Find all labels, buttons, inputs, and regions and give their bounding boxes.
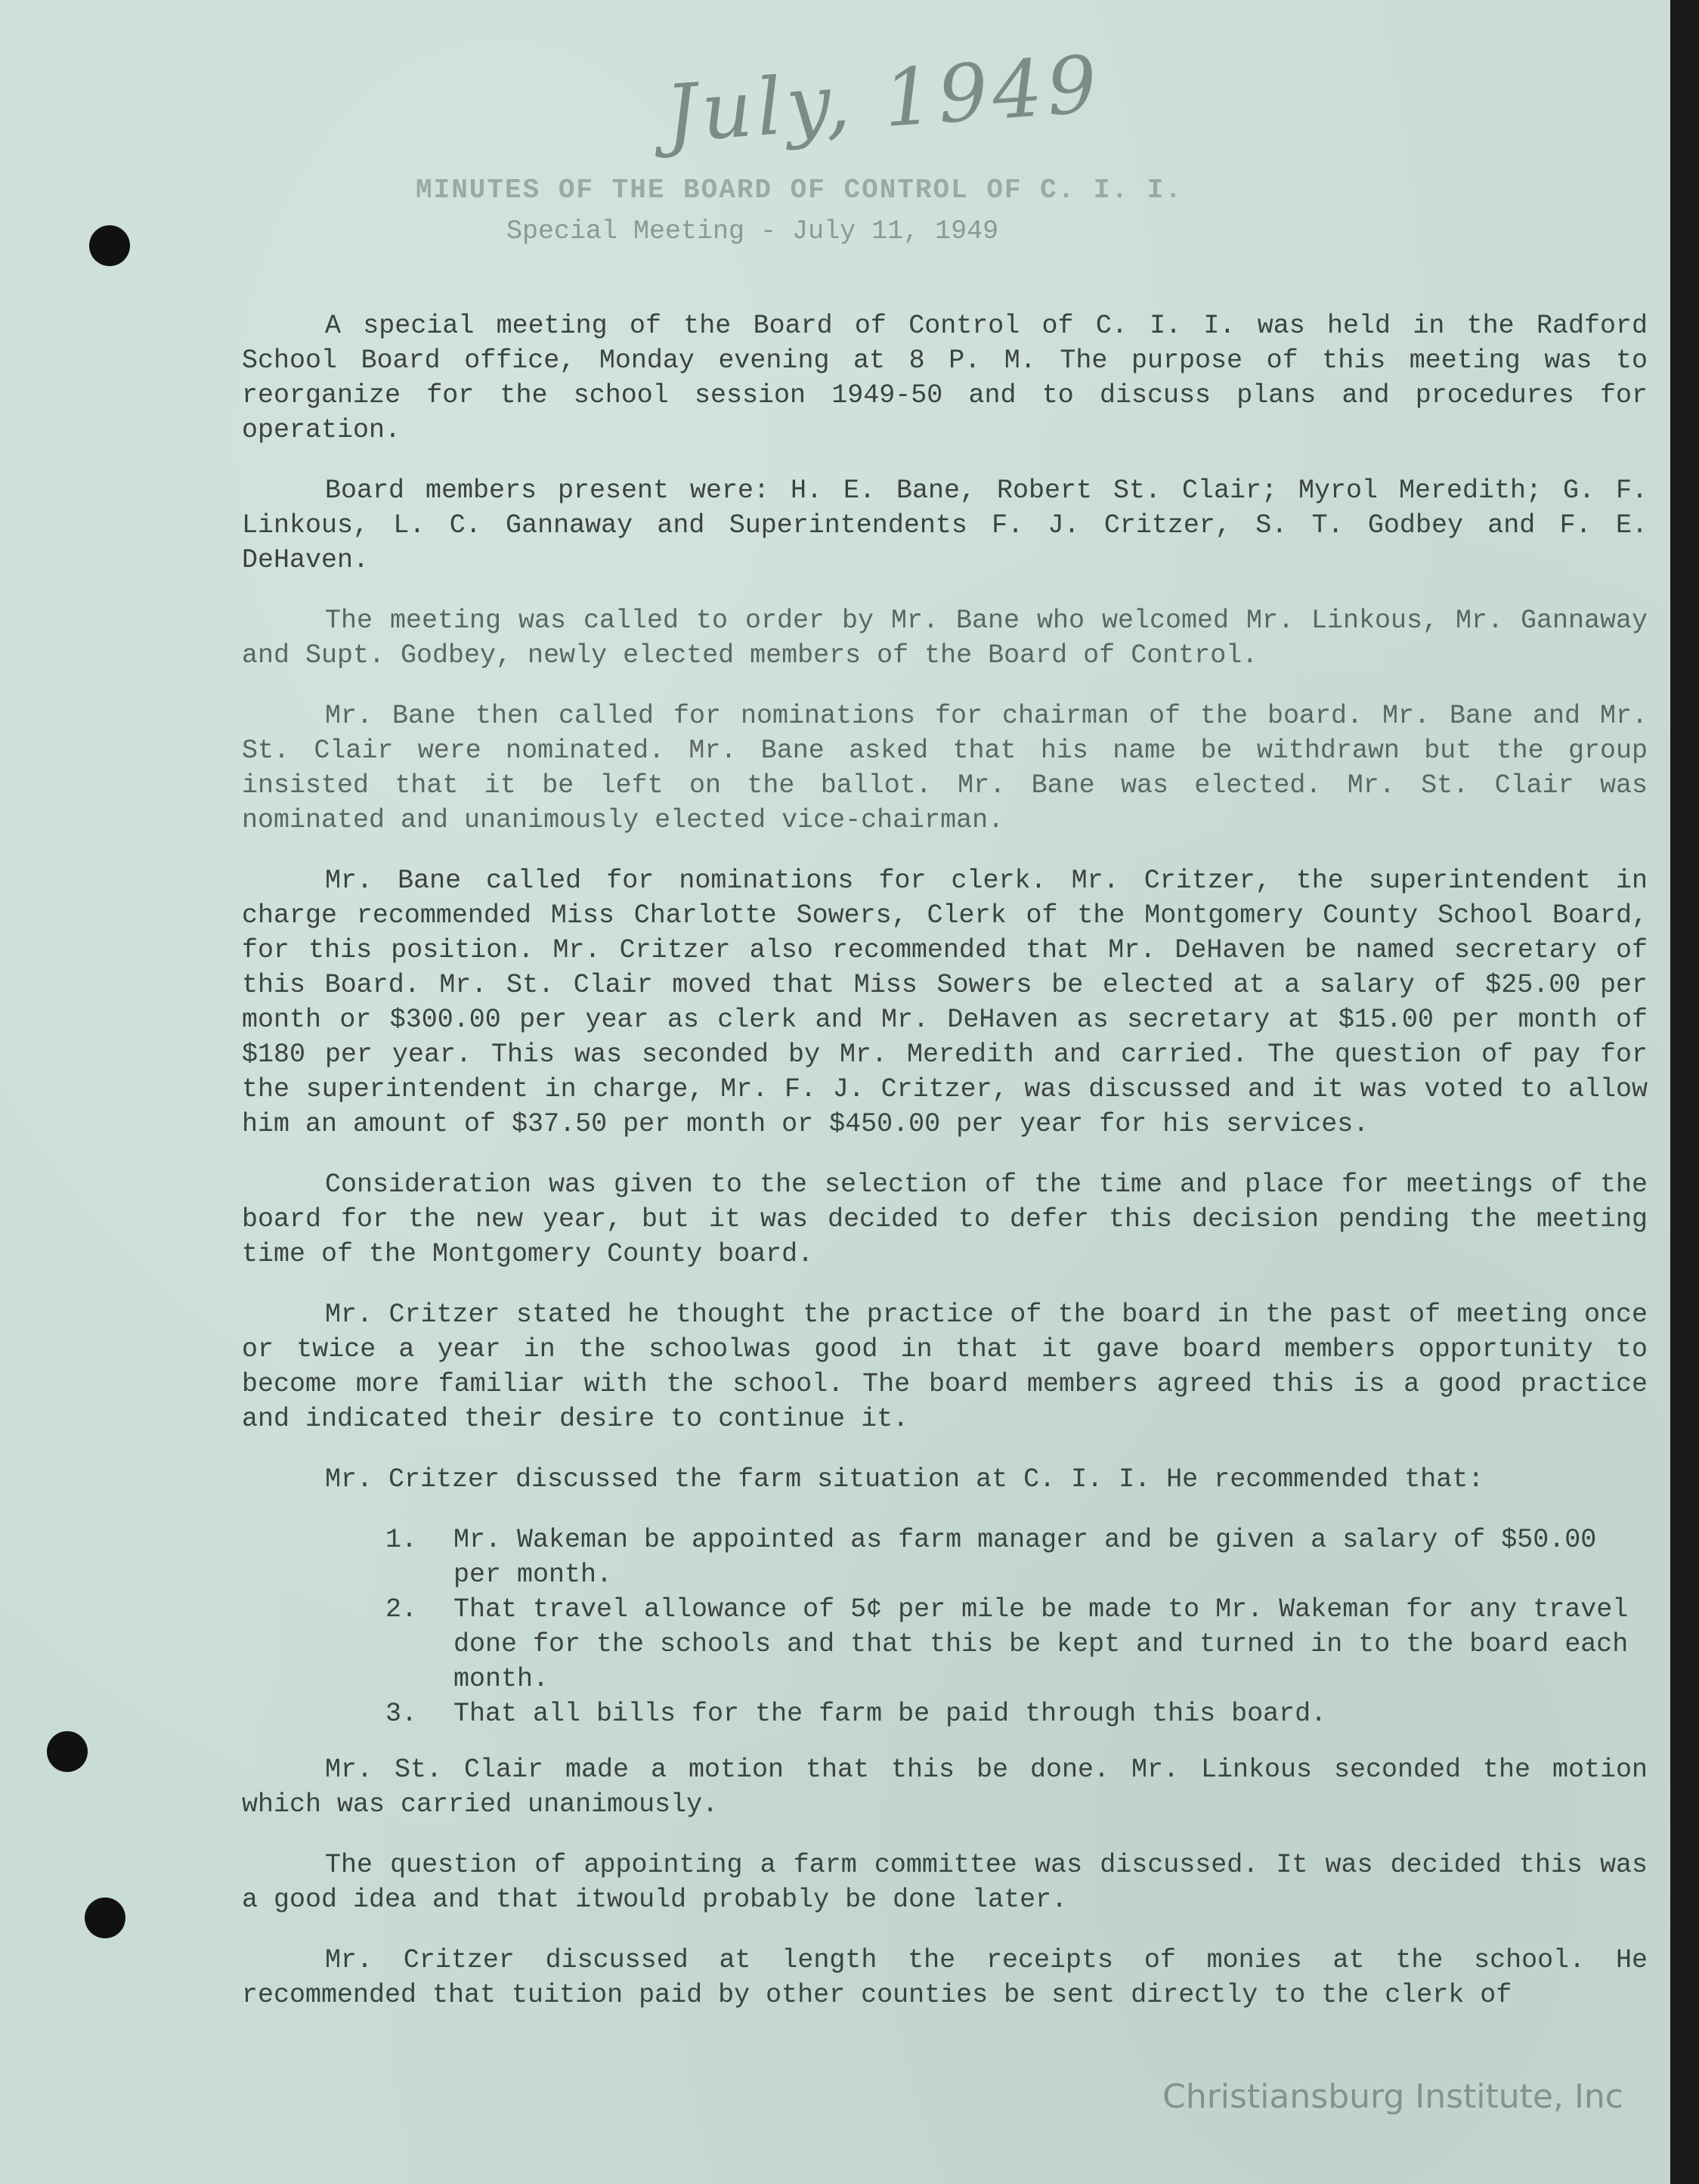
list-item-number: 1.	[385, 1525, 418, 1555]
list-item-text: That all bills for the farm be paid through this board.	[453, 1699, 1327, 1729]
document-title: MINUTES OF THE BOARD OF CONTROL OF C. I. I.	[416, 175, 1183, 206]
list-item-number: 3.	[385, 1699, 418, 1729]
recommendation-list	[242, 1523, 1648, 1731]
list-item-number: 2.	[385, 1594, 418, 1625]
paragraph-members-present: Board members present were: H. E. Bane, Robert St. Clair; Myrol Meredith; G. F. Linkous, L. C. Gannaway and Superintendents F. J. Critzer, S. T. Godbey and F. E. DeHaven.	[242, 476, 1648, 575]
paragraph-clerk-nomination: Mr. Bane called for nominations for clerk. Mr. Critzer, the superintendent in charge recommended Miss Charlotte Sowers, Clerk of the Montgomery County School Board, for this position. Mr. Critzer also recommended that Mr. DeHaven be named secretary of this Board. Mr. St. Clair moved that Miss Sowers be elected at a salary of $25.00 per month or $300.00 per year as clerk and Mr. DeHaven as secretary at $15.00 per month of $180 per year. This was seconded by Mr. Meredith and carried. The question of pay for the superintendent in charge, Mr. F. J. Critzer, was discussed and it was voted to allow him an amount of $37.50 per month or $450.00 per year for his services.	[242, 866, 1648, 1139]
list-item-text: That travel allowance of 5¢ per mile be made to Mr. Wakeman for any travel done for the schools and that this be kept and turned in to the board each month.	[453, 1594, 1629, 1694]
list-item	[385, 1592, 1648, 1696]
list-item	[385, 1523, 1648, 1592]
paragraph-meeting-schedule: Consideration was given to the selection of the time and place for meetings of the board for the new year, but it was decided to defer this decision pending the meeting time of the Montgomery County board.	[242, 1169, 1648, 1269]
punch-hole-top	[89, 225, 130, 266]
archive-watermark: Christiansburg Institute, Inc	[1162, 2077, 1623, 2116]
minutes-body	[242, 174, 1648, 2038]
handwritten-date: July, 1949	[662, 38, 1105, 160]
document-subtitle: Special Meeting - July 11, 1949	[506, 216, 999, 246]
paragraph-chairman-election: Mr. Bane then called for nominations for chairman of the board. Mr. Bane and Mr. St. Clair were nominated. Mr. Bane asked that his name be withdrawn but the group insisted that it be left on the ballot. Mr. Bane was elected. Mr. St. Clair was nominated and unanimously elected vice-chairman.	[242, 701, 1648, 835]
list-item	[385, 1696, 1648, 1731]
punch-hole-middle	[47, 1731, 88, 1772]
paragraph-meeting-intro: A special meeting of the Board of Control of C. I. I. was held in the Radford School Board office, Monday evening at 8 P. M. The purpose of this meeting was to reorganize for the school session 1949-50 and to discuss plans and procedures for operation.	[242, 311, 1648, 445]
paragraph-motion: Mr. St. Clair made a motion that this be done. Mr. Linkous seconded the motion which was carried unanimously.	[242, 1755, 1648, 1820]
paragraph-call-to-order: The meeting was called to order by Mr. Bane who welcomed Mr. Linkous, Mr. Gannaway and Supt. Godbey, newly elected members of the Board of Control.	[242, 606, 1648, 671]
list-item-text: Mr. Wakeman be appointed as farm manager and be given a salary of $50.00 per month.	[453, 1525, 1597, 1590]
paragraph-receipts: Mr. Critzer discussed at length the receipts of monies at the school. He recommended that tuition paid by other counties be sent directly to the clerk of	[242, 1945, 1648, 2010]
paragraph-farm-situation: Mr. Critzer discussed the farm situation at C. I. I. He recommended that:	[325, 1464, 1484, 1495]
paragraph-school-visits: Mr. Critzer stated he thought the practice of the board in the past of meeting once or twice a year in the schoolwas good in that it gave board members opportunity to become more familiar with the school. The board members agreed this is a good practice and indicated their desire to continue it.	[242, 1300, 1648, 1434]
paragraph-farm-committee: The question of appointing a farm committee was discussed. It was decided this was a good idea and that itwould probably be done later.	[242, 1850, 1648, 1915]
punch-hole-bottom	[85, 1897, 125, 1938]
